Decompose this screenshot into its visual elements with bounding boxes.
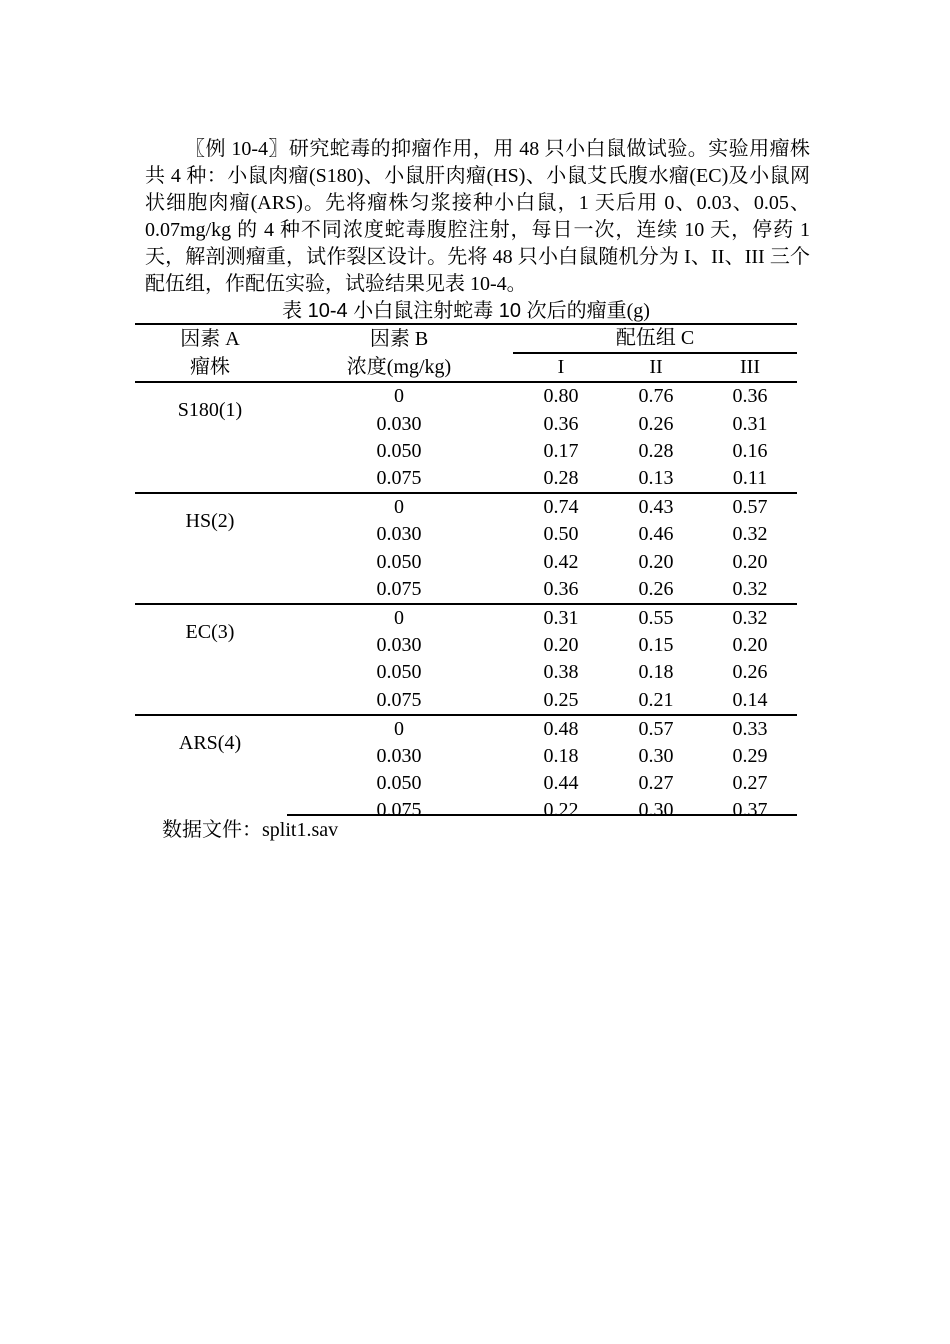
value-cell: 0.27 xyxy=(638,772,674,795)
factor-a-header: 因素 A xyxy=(135,324,285,353)
header-row-1 xyxy=(135,324,797,353)
value-cell: 0.37 xyxy=(732,799,768,822)
strain-group-hs xyxy=(135,493,797,604)
value-cell: 0.36 xyxy=(543,577,579,600)
value-cell: 0.28 xyxy=(638,439,674,462)
concentration-cell: 0.075 xyxy=(376,688,422,711)
strain-label: HS(2) xyxy=(135,493,285,604)
strain-label: S180(1) xyxy=(177,399,243,422)
value-cell: 0.80 xyxy=(543,385,579,408)
value-cell: 0.38 xyxy=(543,661,579,684)
value-cell: 0.18 xyxy=(543,744,579,767)
value-cell: 0.42 xyxy=(543,550,579,573)
value-cell: 0.20 xyxy=(732,550,768,573)
tumor-weight-table xyxy=(135,323,797,824)
table-caption-title: 表 10-4 小白鼠注射蛇毒 10 次后的瘤重 xyxy=(282,300,627,322)
value-cell: 0.32 xyxy=(732,523,768,546)
table-caption-unit: (g) xyxy=(626,300,650,322)
strain-group-ec xyxy=(135,604,797,715)
strain-group-ars xyxy=(135,715,797,825)
concentration-cell: 0 xyxy=(285,604,513,632)
data-file-name: split1.sav xyxy=(262,819,339,841)
concentration-cell: 0.030 xyxy=(376,744,422,767)
table-row xyxy=(135,382,797,410)
value-cell: 0.43 xyxy=(609,493,703,521)
value-cell: 0.16 xyxy=(732,439,768,462)
value-cell: 0.31 xyxy=(513,604,609,632)
concentration-cell: 0.050 xyxy=(376,550,422,573)
value-cell: 0.31 xyxy=(732,412,768,435)
data-file-label: 数据文件： xyxy=(162,819,262,841)
concentration-cell: 0.050 xyxy=(376,661,422,684)
concentration-cell: 0.030 xyxy=(376,523,422,546)
value-cell: 0.18 xyxy=(638,661,674,684)
strain-group-s180 xyxy=(135,382,797,493)
value-cell: 0.26 xyxy=(732,661,768,684)
value-cell: 0.21 xyxy=(638,688,674,711)
value-cell: 0.36 xyxy=(732,385,768,408)
table-row xyxy=(135,604,797,632)
value-cell: 0.25 xyxy=(543,688,579,711)
value-cell: 0.28 xyxy=(543,467,579,490)
tumor-weight-table-container xyxy=(135,323,797,824)
value-cell: 0.15 xyxy=(638,634,674,657)
table-caption xyxy=(135,298,797,324)
strain-label: EC(3) xyxy=(135,604,285,715)
concentration-cell: 0.030 xyxy=(376,412,422,435)
value-cell: 0.30 xyxy=(638,744,674,767)
concentration-cell: 0.075 xyxy=(376,467,422,490)
factor-b-header: 因素 B xyxy=(285,324,513,353)
table-row xyxy=(135,493,797,521)
group-i-header: I xyxy=(513,353,609,382)
data-file-note xyxy=(162,817,338,843)
concentration-cell: 0 xyxy=(285,493,513,521)
header-row-2 xyxy=(135,353,797,382)
value-cell: 0.48 xyxy=(513,715,609,743)
value-cell: 0.22 xyxy=(543,799,579,822)
value-cell: 0.26 xyxy=(638,577,674,600)
value-cell: 0.11 xyxy=(732,467,768,490)
concentration-cell: 0.075 xyxy=(376,799,422,822)
group-ii-header: II xyxy=(609,353,703,382)
table-bottom-rule xyxy=(287,814,797,816)
value-cell: 0.46 xyxy=(638,523,674,546)
value-cell: 0.44 xyxy=(543,772,579,795)
value-cell: 0.32 xyxy=(732,577,768,600)
value-cell: 0.36 xyxy=(543,412,579,435)
value-cell: 0.27 xyxy=(732,772,768,795)
value-cell: 0.76 xyxy=(638,385,674,408)
value-cell: 0.20 xyxy=(638,550,674,573)
value-cell: 0.29 xyxy=(732,744,768,767)
strain-label: ARS(4) xyxy=(135,715,285,825)
table-row xyxy=(135,715,797,743)
group-iii-header: III xyxy=(703,353,797,382)
value-cell: 0.74 xyxy=(513,493,609,521)
value-cell: 0.20 xyxy=(732,634,768,657)
concentration-cell: 0.030 xyxy=(376,634,422,657)
value-cell: 0.33 xyxy=(703,715,797,743)
value-cell: 0.17 xyxy=(543,439,579,462)
concentration-cell: 0.075 xyxy=(376,577,422,600)
group-c-header: 配伍组 C xyxy=(513,324,797,353)
value-cell: 0.57 xyxy=(703,493,797,521)
value-cell: 0.13 xyxy=(638,467,674,490)
value-cell: 0.26 xyxy=(638,412,674,435)
value-cell: 0.30 xyxy=(638,799,674,822)
value-cell: 0.20 xyxy=(543,634,579,657)
value-cell: 0.50 xyxy=(543,523,579,546)
concentration-cell: 0 xyxy=(285,715,513,743)
factor-b-subheader: 浓度(mg/kg) xyxy=(285,353,513,382)
concentration-cell: 0 xyxy=(394,385,404,408)
concentration-cell: 0.050 xyxy=(376,772,422,795)
value-cell: 0.14 xyxy=(732,688,768,711)
factor-a-subheader: 瘤株 xyxy=(135,353,285,382)
value-cell: 0.57 xyxy=(609,715,703,743)
value-cell: 0.32 xyxy=(703,604,797,632)
value-cell: 0.55 xyxy=(609,604,703,632)
concentration-cell: 0.050 xyxy=(376,439,422,462)
example-paragraph: 〖例 10-4〗研究蛇毒的抑瘤作用，用 48 只小白鼠做试验。实验用瘤株共 4 种：小鼠肉瘤(S180)、小鼠肝肉瘤(HS)、小鼠艾氏腹水瘤(EC)及小鼠网状细胞肉瘤(ARS)。先将瘤株匀浆接种小白鼠，1 天后用 0、0.03、0.05、0.07mg/kg 的 4 种不同浓度蛇毒腹腔注射，每日一次，连续 10 天，停药 1 天，解剖测瘤重，试作裂区设计。先将 48 只小白鼠随机分为 I、II、III 三个配伍组，作配伍实验，试验结果见表 10-4。 xyxy=(145,138,810,295)
